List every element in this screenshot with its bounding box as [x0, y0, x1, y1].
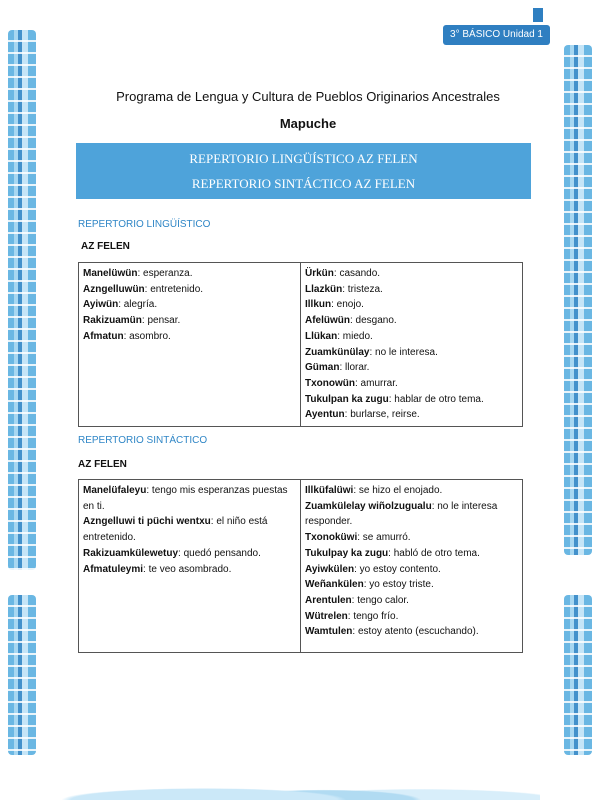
definition: : burlarse, reirse.: [344, 409, 420, 421]
definition: : se amurró.: [357, 532, 411, 544]
term: Ayiwkülen: [305, 563, 355, 575]
vocabulary-entry: [305, 392, 518, 408]
syntactic-table: [78, 479, 523, 653]
syntactic-left-column: [79, 480, 301, 653]
mapuche-pattern-left: [8, 30, 36, 570]
vocabulary-entry: [83, 266, 296, 282]
left-decorative-border-lower: [8, 595, 36, 755]
banner-line-1: REPERTORIO LINGÜÍSTICO AZ FELEN: [189, 151, 418, 166]
definition: : amurrar.: [355, 377, 398, 389]
vocabulary-entry: [83, 483, 296, 514]
term: Azngelluwün: [83, 283, 145, 295]
vocabulary-entry: [305, 624, 518, 640]
vocabulary-entry: [83, 514, 296, 545]
term: Txonoküwi: [305, 532, 358, 544]
term: Wütrelen: [305, 610, 348, 622]
badge-tab: [533, 8, 543, 22]
definition: : no le interesa.: [369, 346, 438, 358]
definition: : esperanza.: [137, 268, 193, 279]
definition: : quedó pensando.: [178, 547, 261, 559]
vocabulary-entry: [305, 577, 518, 593]
definition: : yo estoy triste.: [363, 579, 434, 591]
vocabulary-entry: [83, 313, 296, 329]
term: Weñankülen: [305, 579, 364, 591]
vocabulary-entry: [305, 266, 518, 282]
term: Manelüwün: [83, 268, 138, 279]
left-decorative-border: [8, 30, 36, 570]
definition: : habló de otro tema.: [388, 547, 480, 559]
vocabulary-entry: [305, 313, 518, 329]
term: Txonowün: [305, 377, 355, 389]
definition: : no le interesa responder.: [305, 500, 498, 528]
term: Tukulpay ka zugu: [305, 547, 389, 559]
term: Zuamkülelay wiñolzugualu: [305, 500, 432, 512]
definition: : entretenido.: [144, 283, 204, 295]
bottom-landscape-decoration: [60, 772, 540, 800]
definition: : estoy atento (escuchando).: [352, 626, 479, 638]
term: Azngelluwi ti püchi wentxu: [83, 516, 211, 528]
linguistic-subheading: AZ FELEN: [81, 241, 130, 252]
syntactic-right-column: [301, 480, 523, 653]
vocabulary-entry: [305, 562, 518, 578]
term: Wamtulen: [305, 626, 353, 638]
vocabulary-entry: [305, 407, 518, 423]
title-banner: [76, 143, 531, 199]
vocabulary-entry: [305, 499, 518, 530]
linguistic-left-column: [79, 263, 301, 427]
definition: : miedo.: [337, 330, 373, 342]
right-decorative-border-lower: [564, 595, 592, 755]
definition: : tristeza.: [342, 283, 383, 295]
definition: : casando.: [333, 268, 381, 279]
term: Afmatuleymi: [83, 563, 144, 575]
definition: : alegría.: [118, 299, 158, 311]
term: Arentulen: [305, 594, 352, 606]
term: Illküfalüwi: [305, 485, 354, 496]
definition: : tengo mis esperanzas puestas en ti.: [83, 485, 288, 512]
term: Rakizuamün: [83, 315, 142, 327]
term: Ürkün: [305, 268, 334, 279]
term: Güman: [305, 362, 340, 374]
vocabulary-entry: [305, 297, 518, 313]
definition: : el niño está entretenido.: [83, 516, 268, 544]
definition: : asombro.: [123, 330, 171, 342]
definition: : yo estoy contento.: [354, 563, 441, 575]
definition: : se hizo el enojado.: [353, 485, 443, 496]
definition: : tengo calor.: [351, 594, 409, 606]
term: Manelüfaleyu: [83, 485, 147, 496]
vocabulary-entry: [83, 297, 296, 313]
vocabulary-entry: [305, 593, 518, 609]
term: Llükan: [305, 330, 338, 342]
definition: : te veo asombrado.: [143, 563, 232, 575]
definition: : pensar.: [141, 315, 181, 327]
term: Zuamkünülay: [305, 346, 370, 358]
banner-line-2: REPERTORIO SINTÁCTICO AZ FELEN: [191, 176, 416, 191]
syntactic-heading: REPERTORIO SINTÁCTICO: [78, 435, 208, 446]
term: Ayentun: [305, 409, 345, 421]
linguistic-heading: REPERTORIO LINGÜÍSTICO: [78, 219, 211, 230]
vocabulary-entry: [305, 360, 518, 376]
mapuche-pattern-left-lower: [8, 595, 36, 755]
definition: : tengo frío.: [347, 610, 399, 622]
term: Afmatun: [83, 330, 124, 342]
vocabulary-entry: [305, 282, 518, 298]
definition: : desgano.: [350, 315, 397, 327]
vocabulary-entry: [83, 329, 296, 345]
mapuche-pattern-right-lower: [564, 595, 592, 755]
term: Ayiwün: [83, 299, 119, 311]
linguistic-right-column: [301, 263, 523, 427]
table-row: [79, 263, 523, 427]
vocabulary-entry: [83, 282, 296, 298]
table-row: [79, 480, 523, 653]
vocabulary-entry: [305, 546, 518, 562]
vocabulary-entry: [305, 483, 518, 499]
syntactic-subheading: AZ FELEN: [78, 459, 127, 470]
vocabulary-entry: [305, 530, 518, 546]
vocabulary-entry: [305, 329, 518, 345]
term: Illkun: [305, 299, 332, 311]
vocabulary-entry: [83, 546, 296, 562]
grade-unit-badge: 3° BÁSICO Unidad 1: [443, 25, 550, 45]
program-title: Programa de Lengua y Cultura de Pueblos Originarios Ancestrales: [116, 89, 500, 104]
people-title: Mapuche: [279, 116, 337, 131]
term: Tukulpan ka zugu: [305, 393, 389, 405]
definition: : hablar de otro tema.: [388, 393, 484, 405]
vocabulary-entry: [305, 345, 518, 361]
vocabulary-entry: [305, 376, 518, 392]
term: Rakizuamkülewetuy: [83, 547, 179, 559]
definition: : enojo.: [331, 299, 364, 311]
linguistic-table: [78, 262, 523, 427]
vocabulary-entry: [305, 609, 518, 625]
definition: : llorar.: [339, 362, 370, 374]
term: Llazkün: [305, 283, 343, 295]
term: Afelüwün: [305, 315, 350, 327]
vocabulary-entry: [83, 562, 296, 578]
